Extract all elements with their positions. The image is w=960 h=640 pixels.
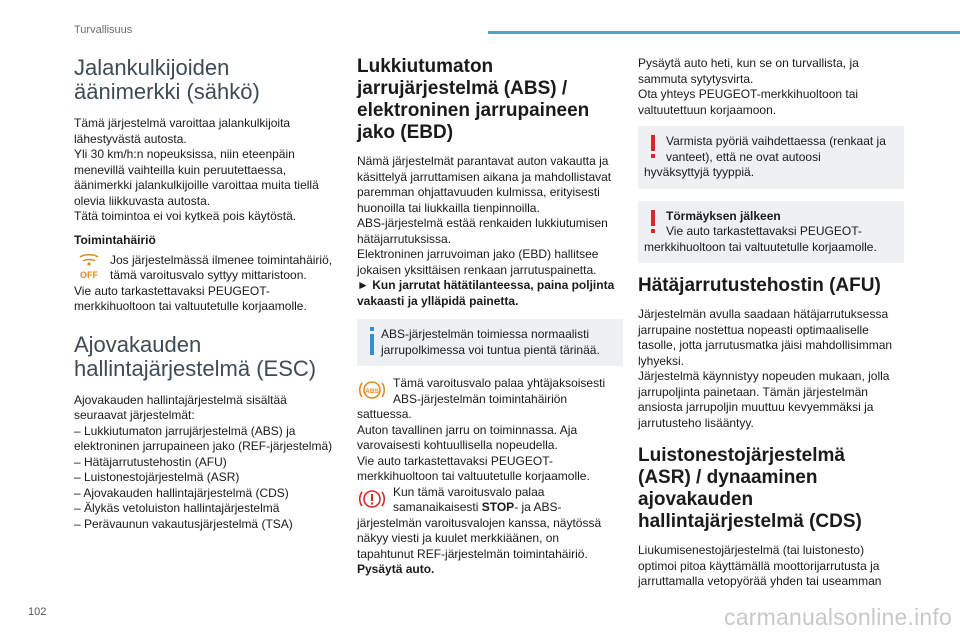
watermark: carmanualsonline.info	[724, 604, 952, 630]
svg-text:ABS: ABS	[365, 388, 379, 395]
column-2	[357, 56, 623, 578]
wheel-warning-box: Varmista pyöriä vaihdettaessa (renkaat ja vanteet), että ne ovat autoosi hyväksyttyjä tyyppiä.	[638, 126, 904, 189]
section-label: Turvallisuus	[74, 24, 133, 36]
pedestrian-sound-text: Tämä järjestelmä varoittaa jalankulkijoita lähestyvästä autosta. Yli 30 km/h:n nopeuksissa, niin eteenpäin menevillä vaihteilla kuin peruutettaessa, äänimerkki jalankulkijoille varoittaa muita tiellä olevia liikkuvasta autosta. Tätä toimintoa ei voi kytkeä pois käytöstä.	[74, 116, 319, 223]
abs-info-box: ABS-järjestelmän toimiessa normaalisti jarrupolkimessa voi tuntua pientä tärinää.	[357, 319, 623, 366]
afu-text: Järjestelmän avulla saadaan hätäjarrutuksessa jarrupaine nostettua nopeasti optimaaliselle tasolle, jotta jarrutusmatka jäisi mahdollisimman lyhyeksi. Järjestelmä käynnistyy nopeuden mukaan, jolla jarrupoljinta painetaan. Tämän järjestelmän ansiosta jarrupoljin muuttuu kevyemmäksi ja jarrutusteho lisääntyy.	[638, 307, 893, 430]
svg-text:OFF: OFF	[80, 269, 98, 280]
stop-car-text: Pysäytä auto heti, kun se on turvallista, ja sammuta sytytysvirta. Ota yhteys PEUGEOT-merkkihuoltoon tai valtuutettuun korjaamoon.	[638, 56, 859, 117]
ref-warning-block: Kun tämä varoitusvalo palaa samanaikaisesti STOP- ja ABS- järjestelmän varoitusvalojen kanssa, näytössä näkyy viesti ja kuulet merkkiäänen, on tapahtunut REF-järjestelmän toimintahäiriö. Pysäytä auto.	[357, 484, 602, 576]
abs-ebd-text: Nämä järjestelmät parantavat auton vakautta ja käsittelyä jarruttamisen aikana ja mahdollistavat paremman ohjattavuuden kulmissa, erityisesti huonoilla tai liukkailla tienpinnoilla. ABS-järjestelmä estää renkaiden lukkiutumisen hätäjarrutuksissa. Elektroninen jarruvoiman jako (EBD) hallitsee jokaisen yksittäisen renkaan jarrutuspainetta.	[357, 154, 612, 277]
esc-systems-list: Ajovakauden hallintajärjestelmä sisältää seuraavat järjestelmät: – Lukkiutumaton jarrujärjestelmä (ABS) ja elektroninen jarrupaineen jako (REF-järjestelmä) – Hätäjarrutustehostin (AFU) – Luistonestojärjestelmä (ASR) – Ajovakauden hallintajärjestelmä (CDS) – Älykäs vetoluiston hallintajärjestelmä – Perävaunun vakautusjärjestelmä (TSA)	[74, 392, 333, 531]
exclamation-icon	[644, 134, 662, 160]
abs-warning-block: ABS Tämä varoitusvalo palaa yhtäjaksoisesti ABS-järjestelmän toimintahäiriön sattuessa. Auton tavallinen jarru on toiminnassa. Aja varovaisesti kohtuullisella nopeudella. Vie auto tarkastettavaksi PEUGEOT- merkkihuoltoon tai valtuutetulle korjaamolle.	[357, 376, 606, 483]
header-accent-bar	[488, 31, 960, 34]
column-3	[638, 56, 904, 590]
malfunction-subheading: Toimintahäiriö	[74, 232, 156, 247]
page-number: 102	[28, 606, 47, 618]
abs-warning-icon	[357, 376, 387, 404]
info-icon	[363, 327, 381, 358]
heading-abs-ebd: Lukkiutumaton jarrujärjestelmä (ABS) / elektroninen jarrupaineen jako (EBD)	[357, 56, 590, 143]
column-1	[74, 56, 340, 532]
pedestrian-sound-off-warning-icon	[74, 253, 104, 281]
heading-afu: Hätäjarrutustehostin (AFU)	[638, 275, 881, 296]
heading-pedestrian-sound: Jalankulkijoiden äänimerkki (sähkö)	[74, 55, 260, 104]
after-collision-box: Törmäyksen jälkeen Vie auto tarkastettavaksi PEUGEOT- merkkihuoltoon tai valtuutetulle korjaamolle.	[638, 201, 904, 264]
exclamation-icon	[644, 209, 662, 235]
brake-system-warning-icon	[357, 485, 387, 513]
heading-asr-cds: Luistonestojärjestelmä (ASR) / dynaaminen ajovakauden hallintajärjestelmä (CDS)	[638, 445, 862, 532]
heading-esc: Ajovakauden hallintajärjestelmä (ESC)	[74, 331, 317, 381]
asr-text: Liukumisenestojärjestelmä (tai luistonesto) optimoi pitoa käyttämällä moottorijarrutusta ja jarruttamalla vetopyörää yhden tai useamman	[638, 543, 882, 588]
malfunction-block: OFF Jos järjestelmässä ilmenee toimintahäiriö, tämä varoitusvalo syttyy mittaristoon. Vie auto tarkastettavaksi PEUGEOT- merkkihuoltoon tai valtuutetulle korjaamolle.	[74, 252, 333, 313]
emergency-braking-instruction: ► Kun jarrutat hätätilanteessa, paina poljinta vakaasti ja ylläpidä painetta.	[357, 278, 615, 308]
